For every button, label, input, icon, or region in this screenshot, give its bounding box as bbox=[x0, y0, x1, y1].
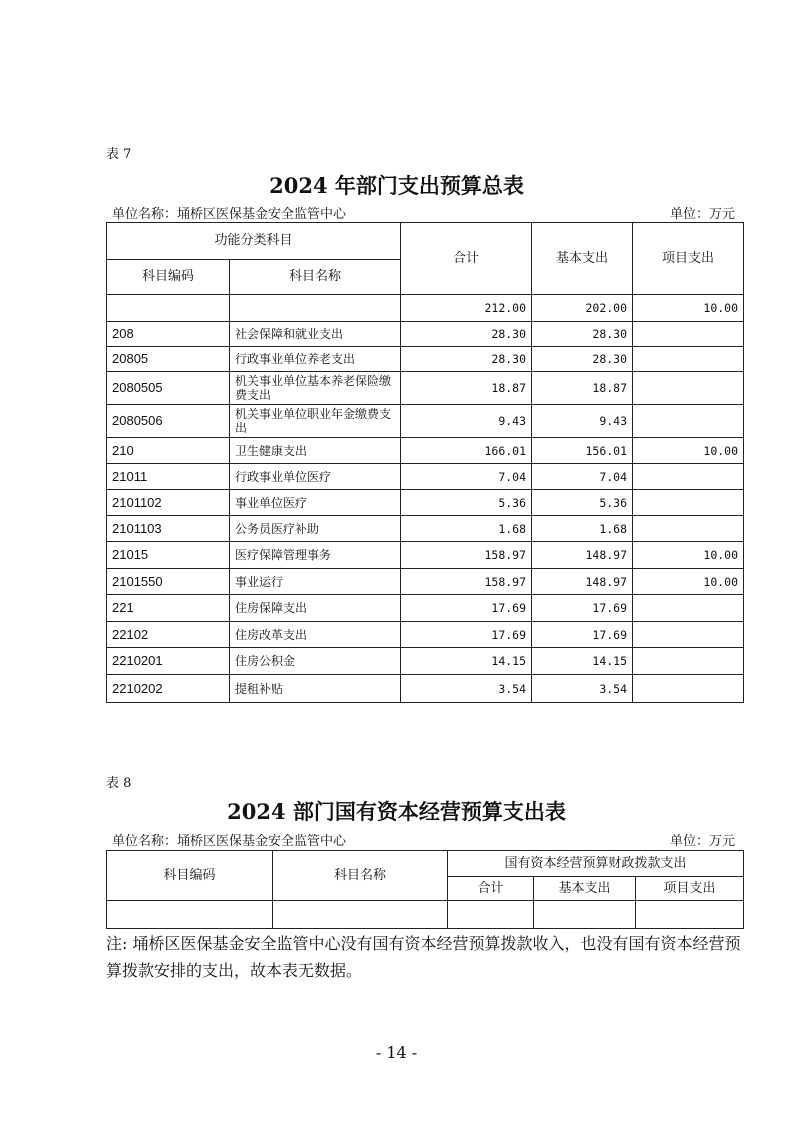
cell-name: 住房保障支出 bbox=[230, 595, 401, 622]
cell-code: 22102 bbox=[107, 622, 230, 648]
cell-total: 28.30 bbox=[401, 322, 532, 347]
page-number: - 14 - bbox=[375, 1043, 418, 1062]
table-row bbox=[107, 595, 744, 622]
cell-code: 2210201 bbox=[107, 648, 230, 675]
table-row-empty bbox=[107, 901, 744, 929]
table8-title: 2024 部门国有资本经营预算支出表 bbox=[227, 799, 566, 824]
cell-code: 21011 bbox=[107, 464, 230, 490]
cell-basic: 14.15 bbox=[532, 648, 633, 675]
cell-project bbox=[633, 372, 744, 405]
cell-project bbox=[633, 675, 744, 703]
cell-code: 208 bbox=[107, 322, 230, 347]
cell-basic: 28.30 bbox=[532, 347, 633, 372]
table-row bbox=[107, 622, 744, 648]
cell-code: 210 bbox=[107, 438, 230, 464]
cell-basic: 1.68 bbox=[532, 516, 633, 542]
table7-budget-expenditure bbox=[106, 222, 744, 703]
cell-total: 5.36 bbox=[401, 490, 532, 516]
table-row bbox=[107, 648, 744, 675]
header-basic: 基本支出 bbox=[532, 223, 633, 295]
header-function-category: 功能分类科目 bbox=[107, 223, 401, 260]
table-row bbox=[107, 464, 744, 490]
table-row bbox=[107, 490, 744, 516]
cell-total: 212.00 bbox=[401, 295, 532, 322]
cell-project bbox=[633, 595, 744, 622]
cell-total: 17.69 bbox=[401, 595, 532, 622]
cell-code: 2080505 bbox=[107, 372, 230, 405]
cell-code: 2080506 bbox=[107, 405, 230, 438]
cell-total: 158.97 bbox=[401, 569, 532, 595]
table7-label: 表 7 bbox=[106, 147, 132, 162]
cell-name: 提租补贴 bbox=[230, 675, 401, 703]
table8-note: 注: 埇桥区医保基金安全监管中心没有国有资本经营预算拨款收入，也没有国有资本经营预算拨款安排的支出，故本表无数据。 bbox=[106, 934, 741, 980]
cell-project bbox=[633, 516, 744, 542]
cell-total: 18.87 bbox=[401, 372, 532, 405]
cell-basic: 156.01 bbox=[532, 438, 633, 464]
cell-total: 166.01 bbox=[401, 438, 532, 464]
cell-project bbox=[633, 405, 744, 438]
cell-code: 2101102 bbox=[107, 490, 230, 516]
header-project: 项目支出 bbox=[636, 877, 744, 901]
cell-name: 行政事业单位养老支出 bbox=[230, 347, 401, 372]
cell-basic: 28.30 bbox=[532, 322, 633, 347]
cell-name: 公务员医疗补助 bbox=[230, 516, 401, 542]
cell-name: 事业单位医疗 bbox=[230, 490, 401, 516]
cell-name: 机关事业单位基本养老保险缴费支出 bbox=[230, 372, 401, 405]
cell-name: 社会保障和就业支出 bbox=[230, 322, 401, 347]
cell-name: 住房改革支出 bbox=[230, 622, 401, 648]
table8-unit-name: 单位名称：埇桥区医保基金安全监管中心 bbox=[112, 834, 347, 849]
header-code: 科目编码 bbox=[107, 851, 273, 901]
header-name: 科目名称 bbox=[273, 851, 448, 901]
cell-total: 1.68 bbox=[401, 516, 532, 542]
header-name: 科目名称 bbox=[230, 260, 401, 295]
cell-name: 机关事业单位职业年金缴费支出 bbox=[230, 405, 401, 438]
header-group: 国有资本经营预算财政拨款支出 bbox=[448, 851, 744, 877]
table8-state-capital-expenditure bbox=[106, 850, 744, 929]
cell-basic: 148.97 bbox=[532, 542, 633, 569]
table8-unit: 单位：万元 bbox=[669, 834, 735, 849]
cell-total: 3.54 bbox=[401, 675, 532, 703]
cell-project: 10.00 bbox=[633, 542, 744, 569]
cell-total: 17.69 bbox=[401, 622, 532, 648]
cell-project: 10.00 bbox=[633, 295, 744, 322]
header-code: 科目编码 bbox=[107, 260, 230, 295]
cell-project bbox=[633, 490, 744, 516]
cell-total: 158.97 bbox=[401, 542, 532, 569]
cell-code: 21015 bbox=[107, 542, 230, 569]
cell-project bbox=[633, 464, 744, 490]
header-total: 合计 bbox=[448, 877, 534, 901]
header-basic: 基本支出 bbox=[534, 877, 636, 901]
cell-basic: 7.04 bbox=[532, 464, 633, 490]
cell-name: 卫生健康支出 bbox=[230, 438, 401, 464]
table-row bbox=[107, 405, 744, 438]
header-project: 项目支出 bbox=[633, 223, 744, 295]
cell-basic: 17.69 bbox=[532, 622, 633, 648]
cell-basic: 5.36 bbox=[532, 490, 633, 516]
table-row bbox=[107, 542, 744, 569]
table-row bbox=[107, 295, 744, 322]
cell-basic: 18.87 bbox=[532, 372, 633, 405]
table-row bbox=[107, 675, 744, 703]
cell-code: 221 bbox=[107, 595, 230, 622]
cell-code: 2101103 bbox=[107, 516, 230, 542]
cell-project bbox=[633, 322, 744, 347]
cell-project: 10.00 bbox=[633, 438, 744, 464]
table-row bbox=[107, 322, 744, 347]
cell-total: 28.30 bbox=[401, 347, 532, 372]
cell-basic: 202.00 bbox=[532, 295, 633, 322]
cell-project bbox=[633, 648, 744, 675]
table7-unit-name: 单位名称：埇桥区医保基金安全监管中心 bbox=[112, 207, 347, 222]
cell-total: 9.43 bbox=[401, 405, 532, 438]
cell-name: 事业运行 bbox=[230, 569, 401, 595]
cell-basic: 9.43 bbox=[532, 405, 633, 438]
table7-title: 2024 年部门支出预算总表 bbox=[269, 173, 524, 198]
cell-project: 10.00 bbox=[633, 569, 744, 595]
cell-code: 2101550 bbox=[107, 569, 230, 595]
cell-name: 医疗保障管理事务 bbox=[230, 542, 401, 569]
cell-code bbox=[107, 295, 230, 322]
table-row bbox=[107, 516, 744, 542]
cell-basic: 3.54 bbox=[532, 675, 633, 703]
table8-label: 表 8 bbox=[106, 776, 132, 791]
cell-name: 行政事业单位医疗 bbox=[230, 464, 401, 490]
cell-basic: 148.97 bbox=[532, 569, 633, 595]
cell-total: 14.15 bbox=[401, 648, 532, 675]
cell-code: 2210202 bbox=[107, 675, 230, 703]
cell-project bbox=[633, 347, 744, 372]
table-row bbox=[107, 569, 744, 595]
cell-total: 7.04 bbox=[401, 464, 532, 490]
table-row bbox=[107, 438, 744, 464]
cell-code: 20805 bbox=[107, 347, 230, 372]
cell-project bbox=[633, 622, 744, 648]
cell-name bbox=[230, 295, 401, 322]
table-row bbox=[107, 372, 744, 405]
cell-name: 住房公积金 bbox=[230, 648, 401, 675]
header-total: 合计 bbox=[401, 223, 532, 295]
table-row bbox=[107, 347, 744, 372]
cell-basic: 17.69 bbox=[532, 595, 633, 622]
table7-unit: 单位：万元 bbox=[669, 207, 735, 222]
